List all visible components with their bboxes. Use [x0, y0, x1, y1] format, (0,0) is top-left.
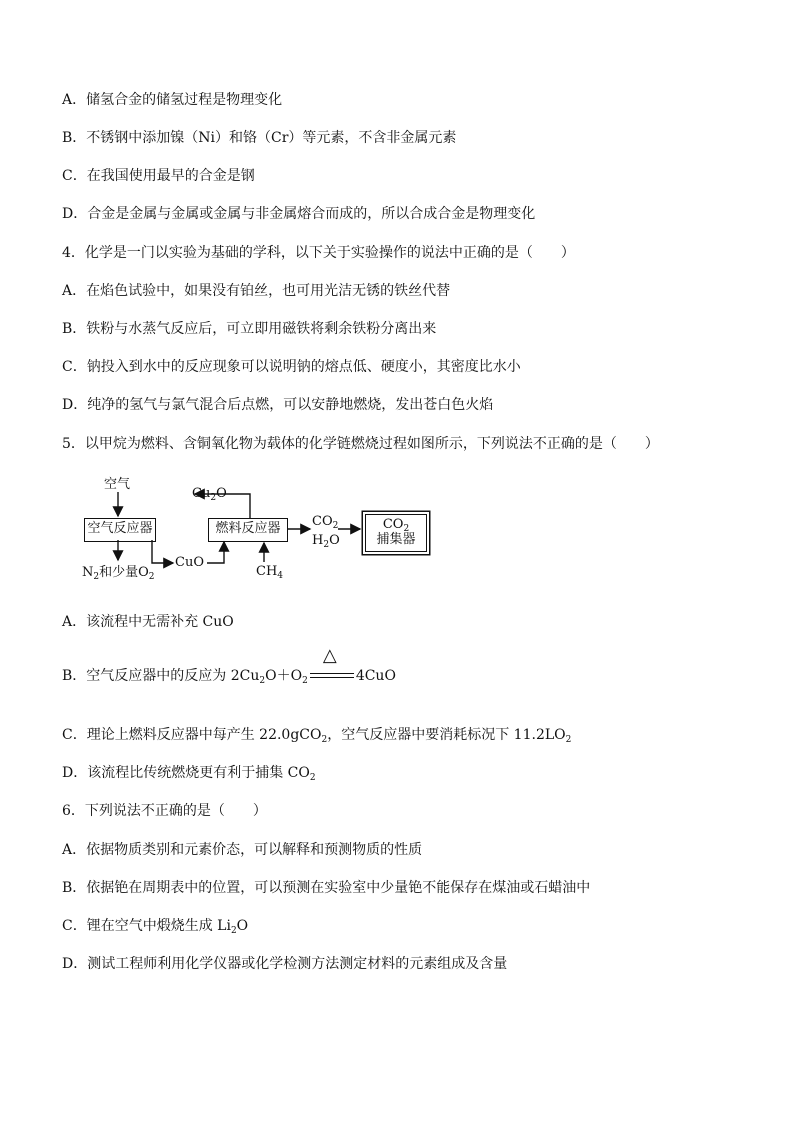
q3-option-a: A．储氢合金的储氢过程是物理变化 — [62, 92, 283, 108]
q6-option-d: D．测试工程师利用化学仪器或化学检测方法测定材料的元素组成及含量 — [62, 956, 508, 972]
co2-label: $CO_2$ — [312, 514, 339, 531]
chemical-looping-diagram — [80, 474, 440, 584]
q6-stem: 6．下列说法不正确的是（ ） — [62, 803, 267, 819]
q5-option-a: A．该流程中无需补充 CuO — [62, 614, 234, 630]
cu2o-label: $Cu_2O$ — [192, 486, 227, 503]
collector-name: 捕集器 — [376, 532, 416, 547]
air-reactor-box: 空气反应器 — [84, 518, 156, 542]
collector-co2-label: $CO_2$ — [382, 517, 410, 534]
q6-option-a: A．依据物质类别和元素价态，可以解释和预测物质的性质 — [62, 842, 423, 858]
q6-option-c: C．锂在空气中煅烧生成 $Li_2O$ — [62, 918, 249, 936]
q3-option-b: B．不锈钢中添加镍（Ni）和铬（Cr）等元素，不含非金属元素 — [62, 130, 457, 146]
q4-option-d: D．纯净的氢气与氯气混合后点燃，可以安静地燃烧，发出苍白色火焰 — [62, 397, 494, 413]
q4-stem: 4．化学是一门以实验为基础的学科，以下关于实验操作的说法中正确的是（ ） — [62, 245, 575, 261]
q3-option-d: D．合金是金属与金属或金属与非金属熔合而成的，所以合成合金是物理变化 — [62, 206, 536, 222]
q4-option-c: C．钠投入到水中的反应现象可以说明钠的熔点低、硬度小，其密度比水小 — [62, 359, 521, 375]
q4-option-b: B．铁粉与水蒸气反应后，可立即用磁铁将剩余铁粉分离出来 — [62, 321, 437, 337]
h2o-label: $H_2O$ — [312, 533, 340, 550]
q3-option-c: C．在我国使用最早的合金是钢 — [62, 168, 255, 184]
fuel-reactor-box: 燃料反应器 — [208, 518, 288, 542]
n2-label: $N_2$和少量$O_2$ — [82, 565, 155, 582]
cuo-label: CuO — [175, 555, 204, 570]
q5-stem: 5．以甲烷为燃料、含铜氧化物为载体的化学链燃烧过程如图所示，下列说法不正确的是（ ） — [62, 436, 659, 452]
q5-option-c: C．理论上燃料反应器中每产生 22.0gCO$_2$，空气反应器中要消耗标况下 $11.2LO_2$ — [62, 727, 572, 745]
q5-option-b: B．空气反应器中的反应为 $2Cu_2O+O_2$ △ 4CuO — [62, 645, 396, 686]
ch4-label: $CH_4$ — [256, 564, 284, 581]
heat-triangle-icon: △ — [322, 645, 337, 666]
q6-option-b: B．依据铯在周期表中的位置，可以预测在实验室中少量铯不能保存在煤油或石蜡油中 — [62, 880, 591, 896]
heating-equals-sign — [310, 645, 354, 685]
co2-collector-box — [365, 514, 427, 552]
q4-option-a: A．在焰色试验中，如果没有铂丝，也可用光洁无锈的铁丝代替 — [62, 283, 451, 299]
q5-option-d: D．该流程比传统燃烧更有利于捕集 $CO_2$ — [62, 765, 316, 783]
air-label: 空气 — [104, 477, 131, 492]
